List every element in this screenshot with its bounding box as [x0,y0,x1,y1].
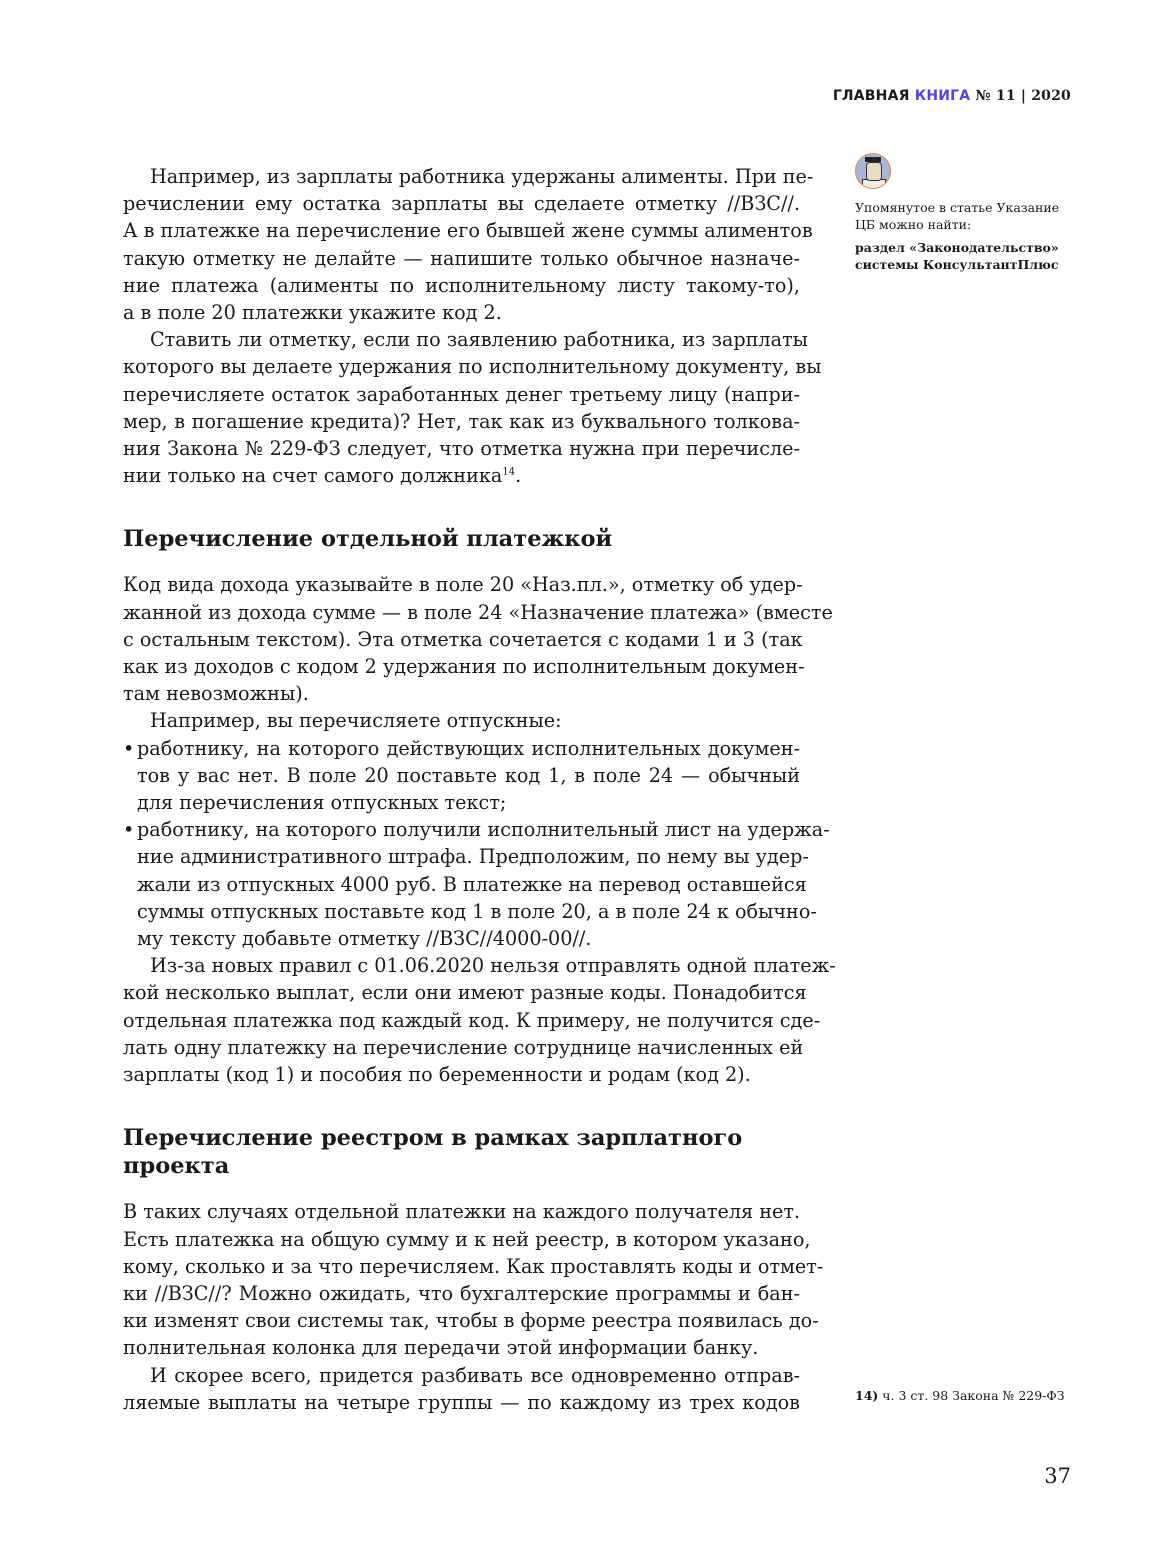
text-line: А в платежке на перечисление его бывшей жене суммы алиментов [123,219,813,243]
text-line: Например, вы перечисляете отпускные: [150,709,562,733]
text-line: с остальным текстом). Эта отметка сочетается с кодами 1 и 3 (так [123,627,803,651]
text-line: для перечисления отпускных текст; [137,791,507,815]
text-line: ния Закона № 229-ФЗ следует, что отметка нужна при перечисле- [123,437,800,461]
paragraph [123,326,822,489]
text-line: там невозможны). [123,682,309,706]
sidebar-bold-line: системы КонсультантПлюс [855,257,1059,272]
sidebar-bold-line: раздел «Законодательство» [855,240,1059,255]
paragraph [123,952,836,1088]
text-line: речислении ему остатка зарплаты вы сделаете отметку //ВЗС//. [123,192,800,216]
section-heading [123,1124,800,1180]
heading-line: Перечисление отдельной платежкой [123,526,613,553]
text-line: зарплаты (код 1) и пособия по беременности и родам (код 2). [123,1063,751,1087]
text-line: Есть платежка на общую сумму и к ней реестр, в котором указано, [123,1227,811,1251]
text-line: ляемые выплаты на четыре группы — по каждому из трех кодов [123,1390,800,1414]
bullet-item [123,735,800,817]
text-line: такую отметку не делайте — напишите только обычное назначе- [123,246,800,270]
text-line: кой несколько выплат, если они имеют разные коды. Понадобится [123,981,807,1005]
running-header [833,88,1071,104]
heading-line: проекта [123,1153,230,1180]
text-line: которого вы делаете удержания по исполнительному документу, вы [123,355,822,379]
text-line: суммы отпускных поставьте код 1 в поле 20, а в поле 24 к обычно- [137,899,817,923]
paragraph [123,571,833,707]
issue-number: № 11 | 2020 [975,88,1071,104]
footnote-text: ч. 3 ст. 98 Закона № 229-ФЗ [882,1388,1065,1403]
footnote-number: 14) [855,1388,879,1403]
text-line: ки изменят свои системы так, чтобы в форме реестра появилась до- [123,1309,819,1333]
text-line: В таких случаях отдельной платежки на каждого получателя нет. [123,1200,801,1224]
text-line: ки //ВЗС//? Можно ожидать, что бухгалтерские программы и бан- [123,1281,800,1305]
text-line: ние административного штрафа. Предположим, по нему вы удер- [137,845,809,869]
text-line: Из-за новых правил с 01.06.2020 нельзя отправлять одной платеж- [150,954,836,978]
text-line: жанной из дохода сумме — в поле 24 «Назначение платежа» (вместе [123,600,833,624]
text-line: Код вида дохода указывайте в поле 20 «Наз.пл.», отметку об удер- [123,573,803,597]
text-line: И скорее всего, придется разбивать все одновременно отправ- [150,1363,800,1387]
brand-part1: ГЛАВНАЯ [832,88,910,104]
paragraph [123,1362,800,1416]
text-line: тов у вас нет. В поле 20 поставьте код 1, в поле 24 — обычный [137,763,800,787]
footnote [855,1388,1065,1403]
footnote-ref[interactable]: 14 [502,466,516,478]
text-line: му тексту добавьте отметку //ВЗС//4000-00//. [137,927,592,951]
text-line: полнительная колонка для передачи этой информации банку. [123,1336,759,1360]
paragraph [123,163,814,326]
text-line: кому, сколько и за что перечисляем. Как проставлять коды и отмет- [123,1254,824,1278]
sidebar-text-line: ЦБ можно найти: [855,217,972,232]
sidebar-text-line: Упомянутое в статье Указание [855,200,1060,215]
text-line: • работнику, на которого получили исполнительный лист на удержа- [123,816,800,843]
section-heading [123,525,800,553]
heading-line: Перечисление реестром в рамках зарплатного [123,1125,743,1152]
text-line: жали из отпускных 4000 руб. В платежке на перевод оставшейся [137,872,807,896]
paragraph [123,1198,824,1361]
text-line: лать одну платежку на перечисление сотруднице начисленных ей [123,1035,804,1059]
text-line: а в поле 20 платежки укажите код 2. [123,301,502,325]
brand-part2: КНИГА [914,88,971,104]
paragraph [123,707,800,734]
text-line: как из доходов с кодом 2 удержания по исполнительным докумен- [123,655,805,679]
text-line: • работнику, на которого действующих исполнительных докумен- [123,735,800,762]
text-line: перечисляете остаток заработанных денег третьему лицу (напри- [123,382,800,406]
professor-avatar-icon [855,153,891,189]
page-number: 37 [1044,1464,1071,1488]
text-line: Ставить ли отметку, если по заявлению работника, из зарплаты [150,328,808,352]
text-line: нии только на счет самого должника$^{14}$. [123,464,522,488]
bullet-item [123,816,830,952]
text-line: мер, в погашение кредита)? Нет, так как из буквального толкова- [123,409,800,433]
punctuation: . [515,464,522,488]
text-line: отдельная платежка под каждый код. К примеру, не получится сде- [123,1008,821,1032]
text-line: ние платежа (алименты по исполнительному листу такому-то), [123,273,800,297]
article-body [123,163,836,1416]
sidebar-note [855,153,1070,273]
text-line: Например, из зарплаты работника удержаны алименты. При пе- [150,165,814,188]
